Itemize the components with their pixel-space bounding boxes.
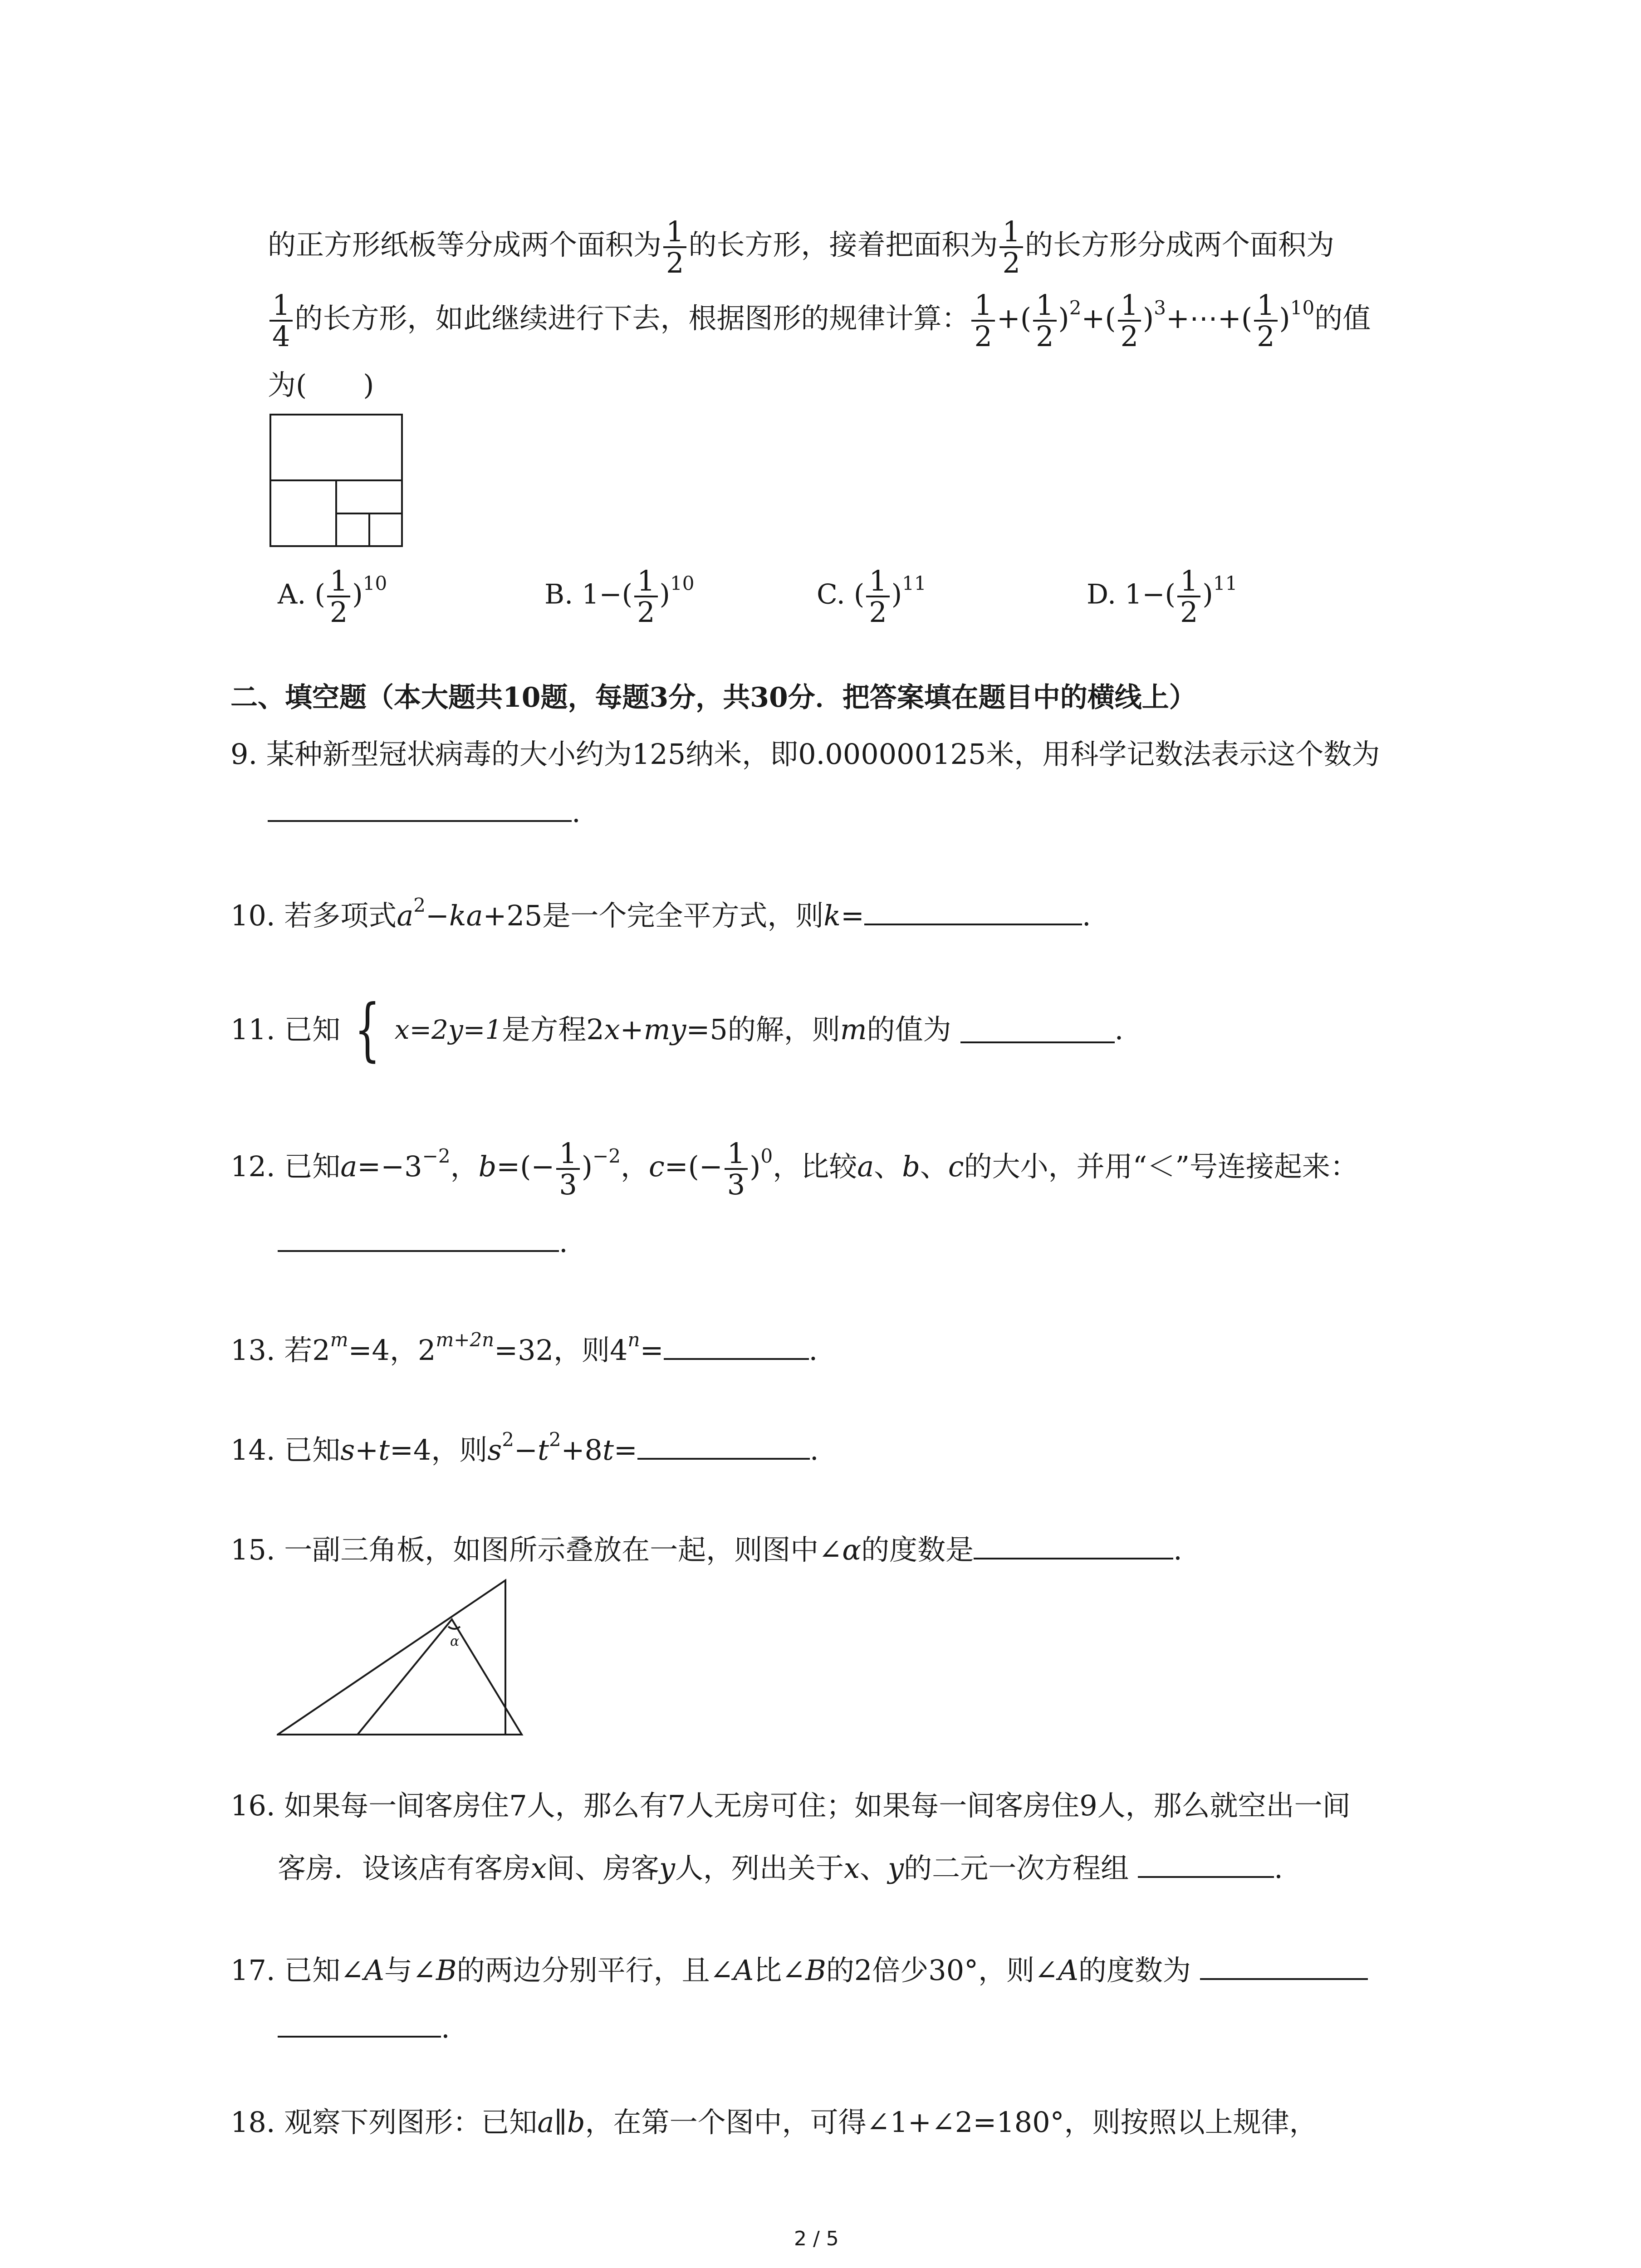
option-d[interactable]: D. 1−( $\frac{1}{2}$ )$^{11}$ <box>1087 564 1238 629</box>
fraction-one-quarter: $\frac{1}{4}$ <box>269 290 293 351</box>
alpha-arc <box>448 1627 460 1629</box>
section-2-heading: 二、填空题（本大题共10题，每题3分，共30分．把答案填在题目中的横线上） <box>230 682 1196 714</box>
fraction-one-half: $\frac{1}{2}$ <box>971 290 994 351</box>
alpha-label: α <box>450 1633 460 1649</box>
q17-answer-line: . <box>278 2010 450 2042</box>
small-triangle <box>358 1619 522 1735</box>
option-b[interactable]: B. 1−( $\frac{1}{2}$ )$^{10}$ <box>544 564 695 629</box>
q10-text: 10. 若多项式$a^2-ka+25$是一个完全平方式，则k= . <box>230 894 1091 932</box>
q9-answer-blank[interactable] <box>268 795 572 822</box>
fraction-one-half: $\frac{1}{2}$ <box>1254 290 1277 351</box>
q16-line-1: 16. 如果每一间客房住7人，那么有7人无房可住；如果每一间客房住9人，那么就空出一间 <box>230 1789 1351 1822</box>
q12-answer-blank[interactable] <box>278 1225 559 1252</box>
q16-line-2: 客房．设该店有客房x间、房客y人，列出关于x、y的二元一次方程组 . <box>278 1852 1283 1885</box>
q8-line-2: $\frac{1}{4}$ 的长方形，如此继续进行下去，根据图形的规律计算： $\frac{1}{2}$ +( $\frac{1}{2}$ )$^2$+( $\frac{1}{2}$ )$^3$+⋯+( $\frac{1}{2}$ )$^{10}$的值 <box>268 290 1371 351</box>
q16-answer-blank[interactable] <box>1138 1851 1274 1878</box>
large-triangle <box>278 1580 505 1735</box>
q9-answer-line: . <box>268 795 581 826</box>
q15-answer-blank[interactable] <box>974 1532 1173 1559</box>
q8-rectangle-figure <box>269 414 406 550</box>
q10-answer-blank[interactable] <box>864 898 1082 925</box>
fraction-one-half: $\frac{1}{2}$ <box>1118 290 1141 351</box>
q17-answer-blank-2[interactable] <box>278 2010 441 2038</box>
q15-text: 15. 一副三角板，如图所示叠放在一起，则图中∠α的度数是 . <box>230 1533 1182 1566</box>
q15-triangle-figure <box>277 1578 531 1741</box>
equation-system: x=2y=1 <box>394 1014 502 1045</box>
q11-text: 11. 已知 { x=2y=1是方程2x+my=5的解，则m的值为 . <box>230 990 1124 1069</box>
q14-text: 14. 已知s+t=4，则$s^2-t^2+8t=$ . <box>230 1428 819 1466</box>
fraction-one-half: $\frac{1}{2}$ <box>999 217 1023 278</box>
q18-text: 18. 观察下列图形：已知a∥b，在第一个图中，可得∠1+∠2=180°，则按照以上规律， <box>230 2106 1318 2139</box>
q12-text: 12. 已知$a=-3^{-2}$，b=(− $\frac{1}{3}$ )$^{-2}$，c=(− $\frac{1}{3}$ )$^0$，比较a、b、c的大小，并用“＜”号连接起来： <box>230 1137 1359 1202</box>
option-c[interactable]: C. ( $\frac{1}{2}$ )$^{11}$ <box>817 564 926 629</box>
q11-answer-blank[interactable] <box>960 1016 1115 1043</box>
q17-text: 17. 已知∠A与∠B的两边分别平行，且∠A比∠B的2倍少30°，则∠A的度数为 <box>230 1953 1368 1984</box>
fraction-one-half: $\frac{1}{2}$ <box>1033 290 1056 351</box>
q13-text: 13. 若$2^m=4$，$2^{m+2n}=32$，则$4^n=$ . <box>230 1329 818 1367</box>
q8-line-1: 的正方形纸板等分成两个面积为 $\frac{1}{2}$ 的长方形，接着把面积为 $\frac{1}{2}$ 的长方形分成两个面积为 <box>268 215 1334 280</box>
q13-answer-blank[interactable] <box>664 1333 809 1360</box>
q8-line-3: 为( ) <box>268 368 374 401</box>
q9-text: 9. 某种新型冠状病毒的大小约为125纳米，即0.000000125米，用科学记数法表示这个数为 <box>230 738 1380 771</box>
q12-answer-line: . <box>278 1225 568 1256</box>
q14-answer-blank[interactable] <box>637 1432 810 1460</box>
q17-answer-blank-1[interactable] <box>1200 1953 1368 1980</box>
page-number: 2 / 5 <box>794 2227 839 2250</box>
fraction-one-half: $\frac{1}{2}$ <box>663 217 686 278</box>
option-a[interactable]: A. ( $\frac{1}{2}$ )$^{10}$ <box>278 564 387 629</box>
